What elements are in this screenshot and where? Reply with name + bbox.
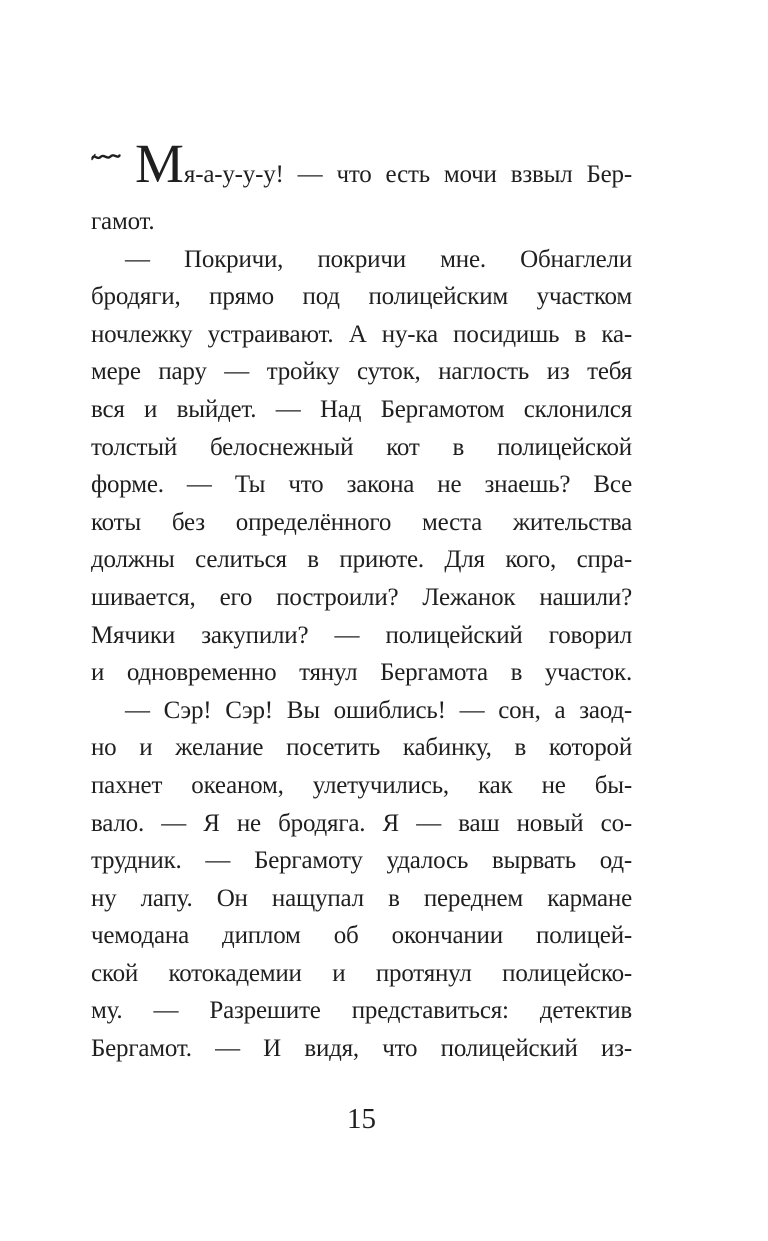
paragraph-opening — [91, 133, 632, 241]
drop-cap-letter: М — [135, 133, 184, 194]
page-number: 15 — [347, 1103, 376, 1135]
text-line: Мячики закупили? — полицейский говорил — [91, 621, 632, 649]
text-line: — Сэр! Сэр! Вы ошиблись! — сон, а заод- — [125, 696, 632, 724]
text-line: мере пару — тройку суток, наглость из тебя — [91, 358, 632, 386]
text-line: гамот. — [91, 208, 155, 235]
text-line: но и желание посетить кабинку, в которой — [91, 734, 632, 762]
text-line: бродяги, прямо под полицейским участком — [91, 283, 632, 311]
text-line: пахнет океаном, улетучились, как не бы- — [91, 771, 632, 799]
text-line: трудник. — Бергамоту удалось вырвать од- — [91, 847, 632, 875]
opening-line — [91, 133, 632, 203]
text-line: чемодана диплом об окончании полицей- — [91, 922, 632, 950]
text-line: ну лапу. Он нащупал в переднем кармане — [91, 884, 632, 912]
paragraph — [91, 692, 632, 1068]
text-line: должны селиться в приюте. Для кого, спра- — [91, 546, 632, 574]
text-line: и одновременно тянул Бергамота в участок. — [91, 659, 632, 687]
text-line: вало. — Я не бродяга. Я — ваш новый со- — [91, 809, 632, 837]
paragraph — [91, 241, 632, 692]
text-line: шивается, его построили? Лежанок нашили? — [91, 583, 632, 611]
opening-line-text: я-а-у-у-у! — что есть мочи взвыл Бер- — [183, 161, 632, 188]
text-line: му. — Разрешите представиться: детектив — [91, 997, 632, 1025]
text-line: ской котокадемии и протянул полицейско- — [91, 959, 632, 987]
text-line: ночлежку устраивают. А ну-ка посидишь в ка- — [91, 320, 632, 348]
page-text-block — [91, 133, 632, 1068]
wavy-dash-icon — [91, 151, 121, 162]
text-line: — Покричи, покричи мне. Обнаглели — [125, 245, 632, 273]
text-line: толстый белоснежный кот в полицейской — [91, 433, 632, 461]
text-line: Бергамот. — И видя, что полицейский из- — [91, 1035, 632, 1063]
text-line: коты без определённого места жительства — [91, 508, 632, 536]
text-line: вся и выйдет. — Над Бергамотом склонился — [91, 395, 632, 423]
paragraphs — [91, 241, 632, 1068]
text-line: форме. — Ты что закона не знаешь? Все — [91, 471, 632, 499]
